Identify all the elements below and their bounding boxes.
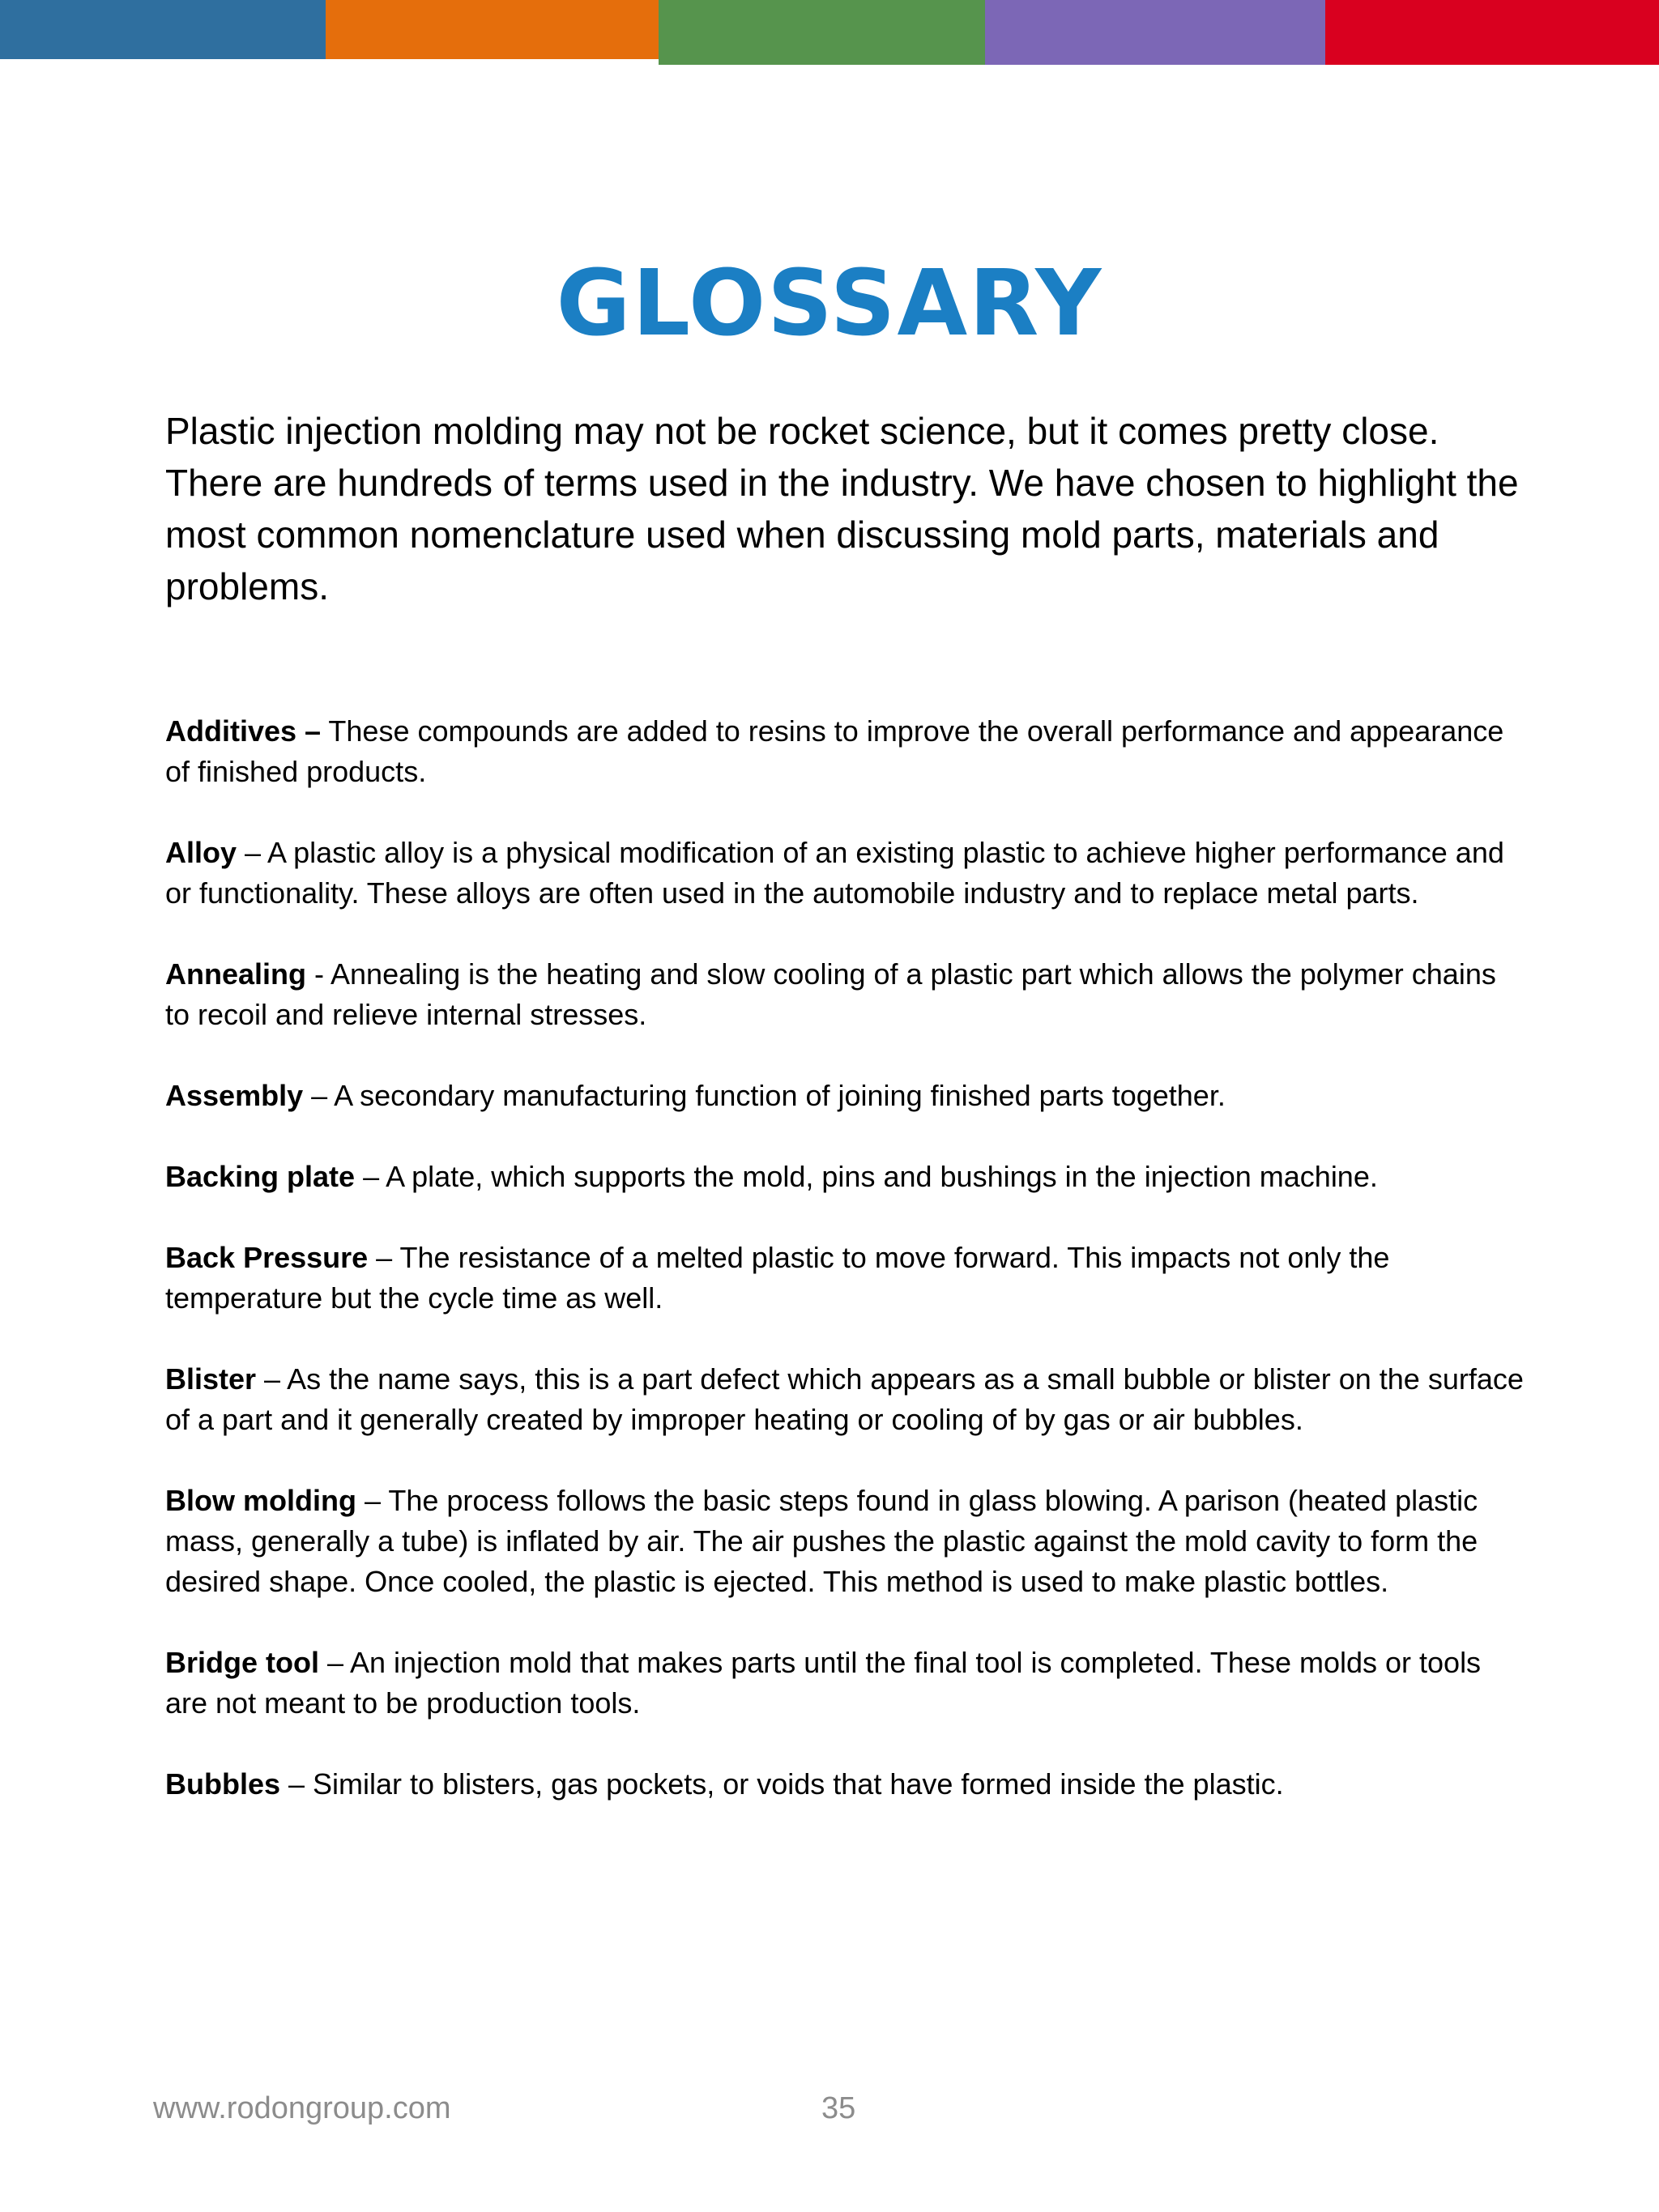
glossary-definition: – A plastic alloy is a physical modification of an existing plastic to achieve higher performance and or functionality. These alloys are often used in the automobile industry and to replace metal parts. (165, 836, 1504, 910)
color-bar-purple-segment (985, 0, 1325, 65)
page-title: GLOSSARY (556, 251, 1103, 356)
footer-website-url: www.rodongroup.com (153, 2091, 451, 2125)
glossary-term: Blow molding (165, 1484, 356, 1517)
glossary-definition: – As the name says, this is a part defect which appears as a small bubble or blister on the surface of a part and it generally created by improper heating or cooling of by gas or air bubbles. (165, 1362, 1524, 1436)
glossary-definition: – An injection mold that makes parts until the final tool is completed. These molds or tools are not meant to be production tools. (165, 1646, 1482, 1720)
glossary-definition: These compounds are added to resins to improve the overall performance and appearance of finished products. (165, 714, 1504, 788)
glossary-entry (165, 1643, 1526, 1724)
glossary-term: Bridge tool (165, 1646, 319, 1679)
glossary-entry (165, 711, 1526, 792)
glossary-term: Additives – (165, 714, 322, 748)
glossary-definition: – The process follows the basic steps found in glass blowing. A parison (heated plastic mass, generally a tube) is inflated by air. The air pushes the plastic against the mold cavity to form the desired shape. Once cooled, the plastic is ejected. This method is used to make plastic bottles. (165, 1484, 1478, 1598)
glossary-term: Alloy (165, 836, 237, 869)
glossary-entry (165, 833, 1526, 914)
glossary-entry (165, 954, 1526, 1035)
glossary-definition: – The resistance of a melted plastic to move forward. This impacts not only the temperature but the cycle time as well. (165, 1241, 1390, 1315)
color-bar-red-segment (1325, 0, 1659, 65)
color-bar-blue-segment (0, 0, 326, 59)
glossary-definition: - Annealing is the heating and slow cooling of a plastic part which allows the polymer chains to recoil and relieve internal stresses. (165, 957, 1496, 1031)
glossary-entry (165, 1481, 1526, 1602)
glossary-term: Back Pressure (165, 1241, 369, 1274)
glossary-term: Annealing (165, 957, 307, 991)
footer-page-number: 35 (821, 2091, 856, 2125)
color-bar-orange-segment (326, 0, 659, 59)
glossary-entry (165, 1076, 1526, 1116)
color-bar-green-segment (659, 0, 985, 65)
glossary-term: Backing plate (165, 1160, 356, 1193)
glossary-definition: – Similar to blisters, gas pockets, or voids that have formed inside the plastic. (280, 1767, 1284, 1801)
glossary-definition: – A plate, which supports the mold, pins and bushings in the injection machine. (355, 1160, 1378, 1193)
glossary-definition: – A secondary manufacturing function of joining finished parts together. (303, 1079, 1226, 1112)
glossary-entry (165, 1157, 1526, 1197)
glossary-entry (165, 1764, 1526, 1805)
header-color-bar (0, 0, 1659, 65)
glossary-term: Blister (165, 1362, 257, 1396)
glossary-term: Assembly (165, 1079, 304, 1112)
glossary-list (165, 711, 1526, 1845)
glossary-entry (165, 1238, 1526, 1319)
glossary-term: Bubbles (165, 1767, 281, 1801)
glossary-entry (165, 1359, 1526, 1440)
intro-paragraph: Plastic injection molding may not be rocket science, but it comes pretty close. There are hundreds of terms used in the industry. We have chosen to highlight the most common nomenclature used when discussing mold parts, materials and problems. (165, 410, 1519, 607)
